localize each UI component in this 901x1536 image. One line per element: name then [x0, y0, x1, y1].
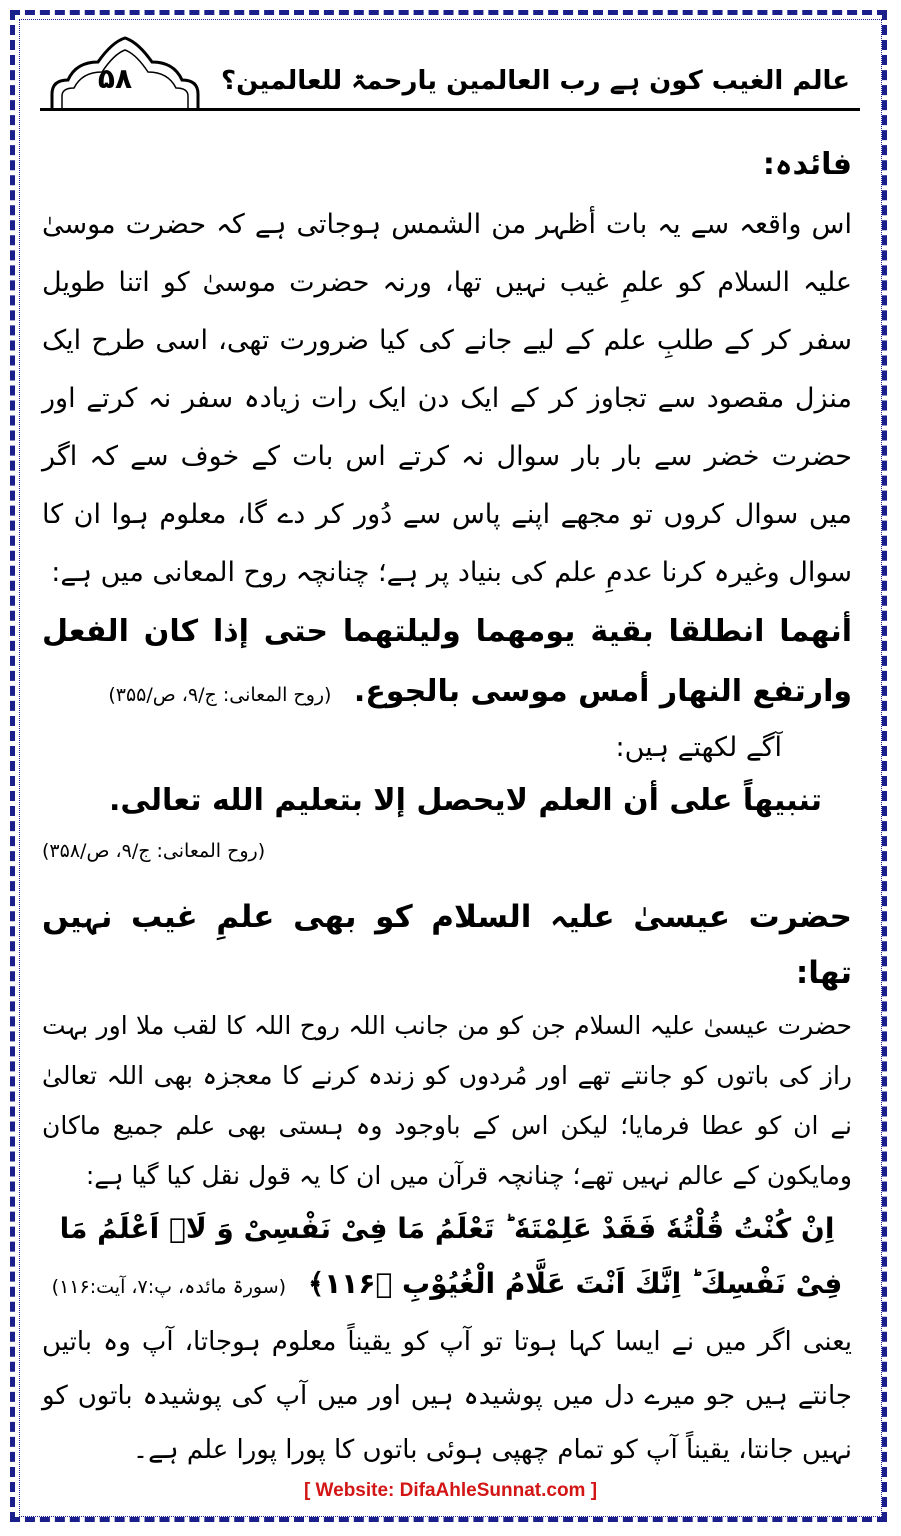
translation-paragraph: یعنی اگر میں نے ایسا کہا ہوتا تو آپ کو یقیناً معلوم ہوجاتا، آپ وہ باتیں جانتے ہیں جو میرے دل میں پوشیدہ ہیں اور میں آپ کی پوشیدہ باتوں کو نہیں جانتا، یقیناً آپ کو تمام چھپی ہوئی باتوں کا پورا پورا علم ہے۔: [42, 1327, 852, 1465]
citation: (روح المعانی: ج/۹، ص/۳۵۵): [108, 684, 332, 706]
running-title: عالم الغیب کون ہے رب العالمین یارحمۃ للعالمین؟: [220, 66, 850, 96]
quran-verse: [42, 1201, 852, 1315]
arabic-quote: [42, 602, 852, 725]
body-paragraph-2: حضرت عیسیٰ علیہ السلام جن کو من جانب اللہ روح اللہ کا لقب ملا اور بہت راز کی باتوں کو جانتے تھے اور مُردوں کو زندہ کرنے کا معجزہ بھی اللہ تعالیٰ نے ان کو عطا فرمایا؛ لیکن اس کے باوجود وہ ہستی بھی علم جمیع ماکان ومایکون کے عالم نہیں تھے؛ چنانچہ قرآن میں ان کا یہ قول نقل کیا گیا ہے:: [42, 1011, 852, 1190]
arabic-quote-text: أنهما انطلقا بقية يومهما وليلتهما حتى إذا كان الفعل وارتفع النهار أمس موسى بالجوع.: [42, 614, 852, 709]
page-header: [40, 28, 860, 118]
page-body: [42, 140, 852, 1470]
section-heading-isa: حضرت عیسیٰ علیہ السلام کو بھی علمِ غیب نہیں تھا:: [42, 899, 852, 991]
citation-2: (روح المعانی: ج/۹، ص/۳۵۸): [42, 840, 266, 862]
header-divider: [40, 108, 860, 111]
quran-citation: (سورۃ مائدہ، پ:۷، آیت:۱۱۶): [51, 1276, 287, 1298]
arabic-quote-2: تنبيهاً على أن العلم لايحصل إلا بتعليم الله تعالى.: [109, 783, 822, 818]
quran-verse-text: اِنْ كُنْتُ قُلْتُهٗ فَقَدْ عَلِمْتَهٗ ؕ تَعْلَمُ مَا فِیْ نَفْسِیْ وَ لَاۤ اَعْلَمُ مَا فِیْ نَفْسِكَ ؕ اِنَّكَ اَنْتَ عَلَّامُ الْغُیُوْبِ ﴿۱۱۶﴾: [59, 1212, 843, 1300]
section-heading-benefit: فائدہ:: [762, 147, 852, 182]
page-number: ۵۸: [97, 62, 133, 95]
body-paragraph: اس واقعہ سے یہ بات أظہر من الشمس ہوجاتی ہے کہ حضرت موسیٰ علیہ السلام کو علمِ غیب نہیں تھا، ورنہ حضرت موسیٰ کو اتنا طویل سفر کر کے طلبِ علم کے لیے جانے کی کیا ضرورت تھی، اسی طرح ایک منزل مقصود سے تجاوز کر کے ایک دن ایک رات زیادہ سفر نہ کرتے اور حضرت خضر سے بار بار سوال نہ کرتے اس بات کے خوف سے کہ اگر میں سوال کروں تو مجھے اپنے پاس سے دُور کر دے گا، معلوم ہوا ان کا سوال وغیرہ کرنا عدمِ علم کی بنیاد پر ہے؛ چنانچہ روح المعانی میں ہے:: [42, 209, 852, 588]
continuation-line: آگے لکھتے ہیں:: [615, 732, 782, 763]
website-footer: [ Website: DifaAhleSunnat.com ]: [303, 1480, 598, 1501]
